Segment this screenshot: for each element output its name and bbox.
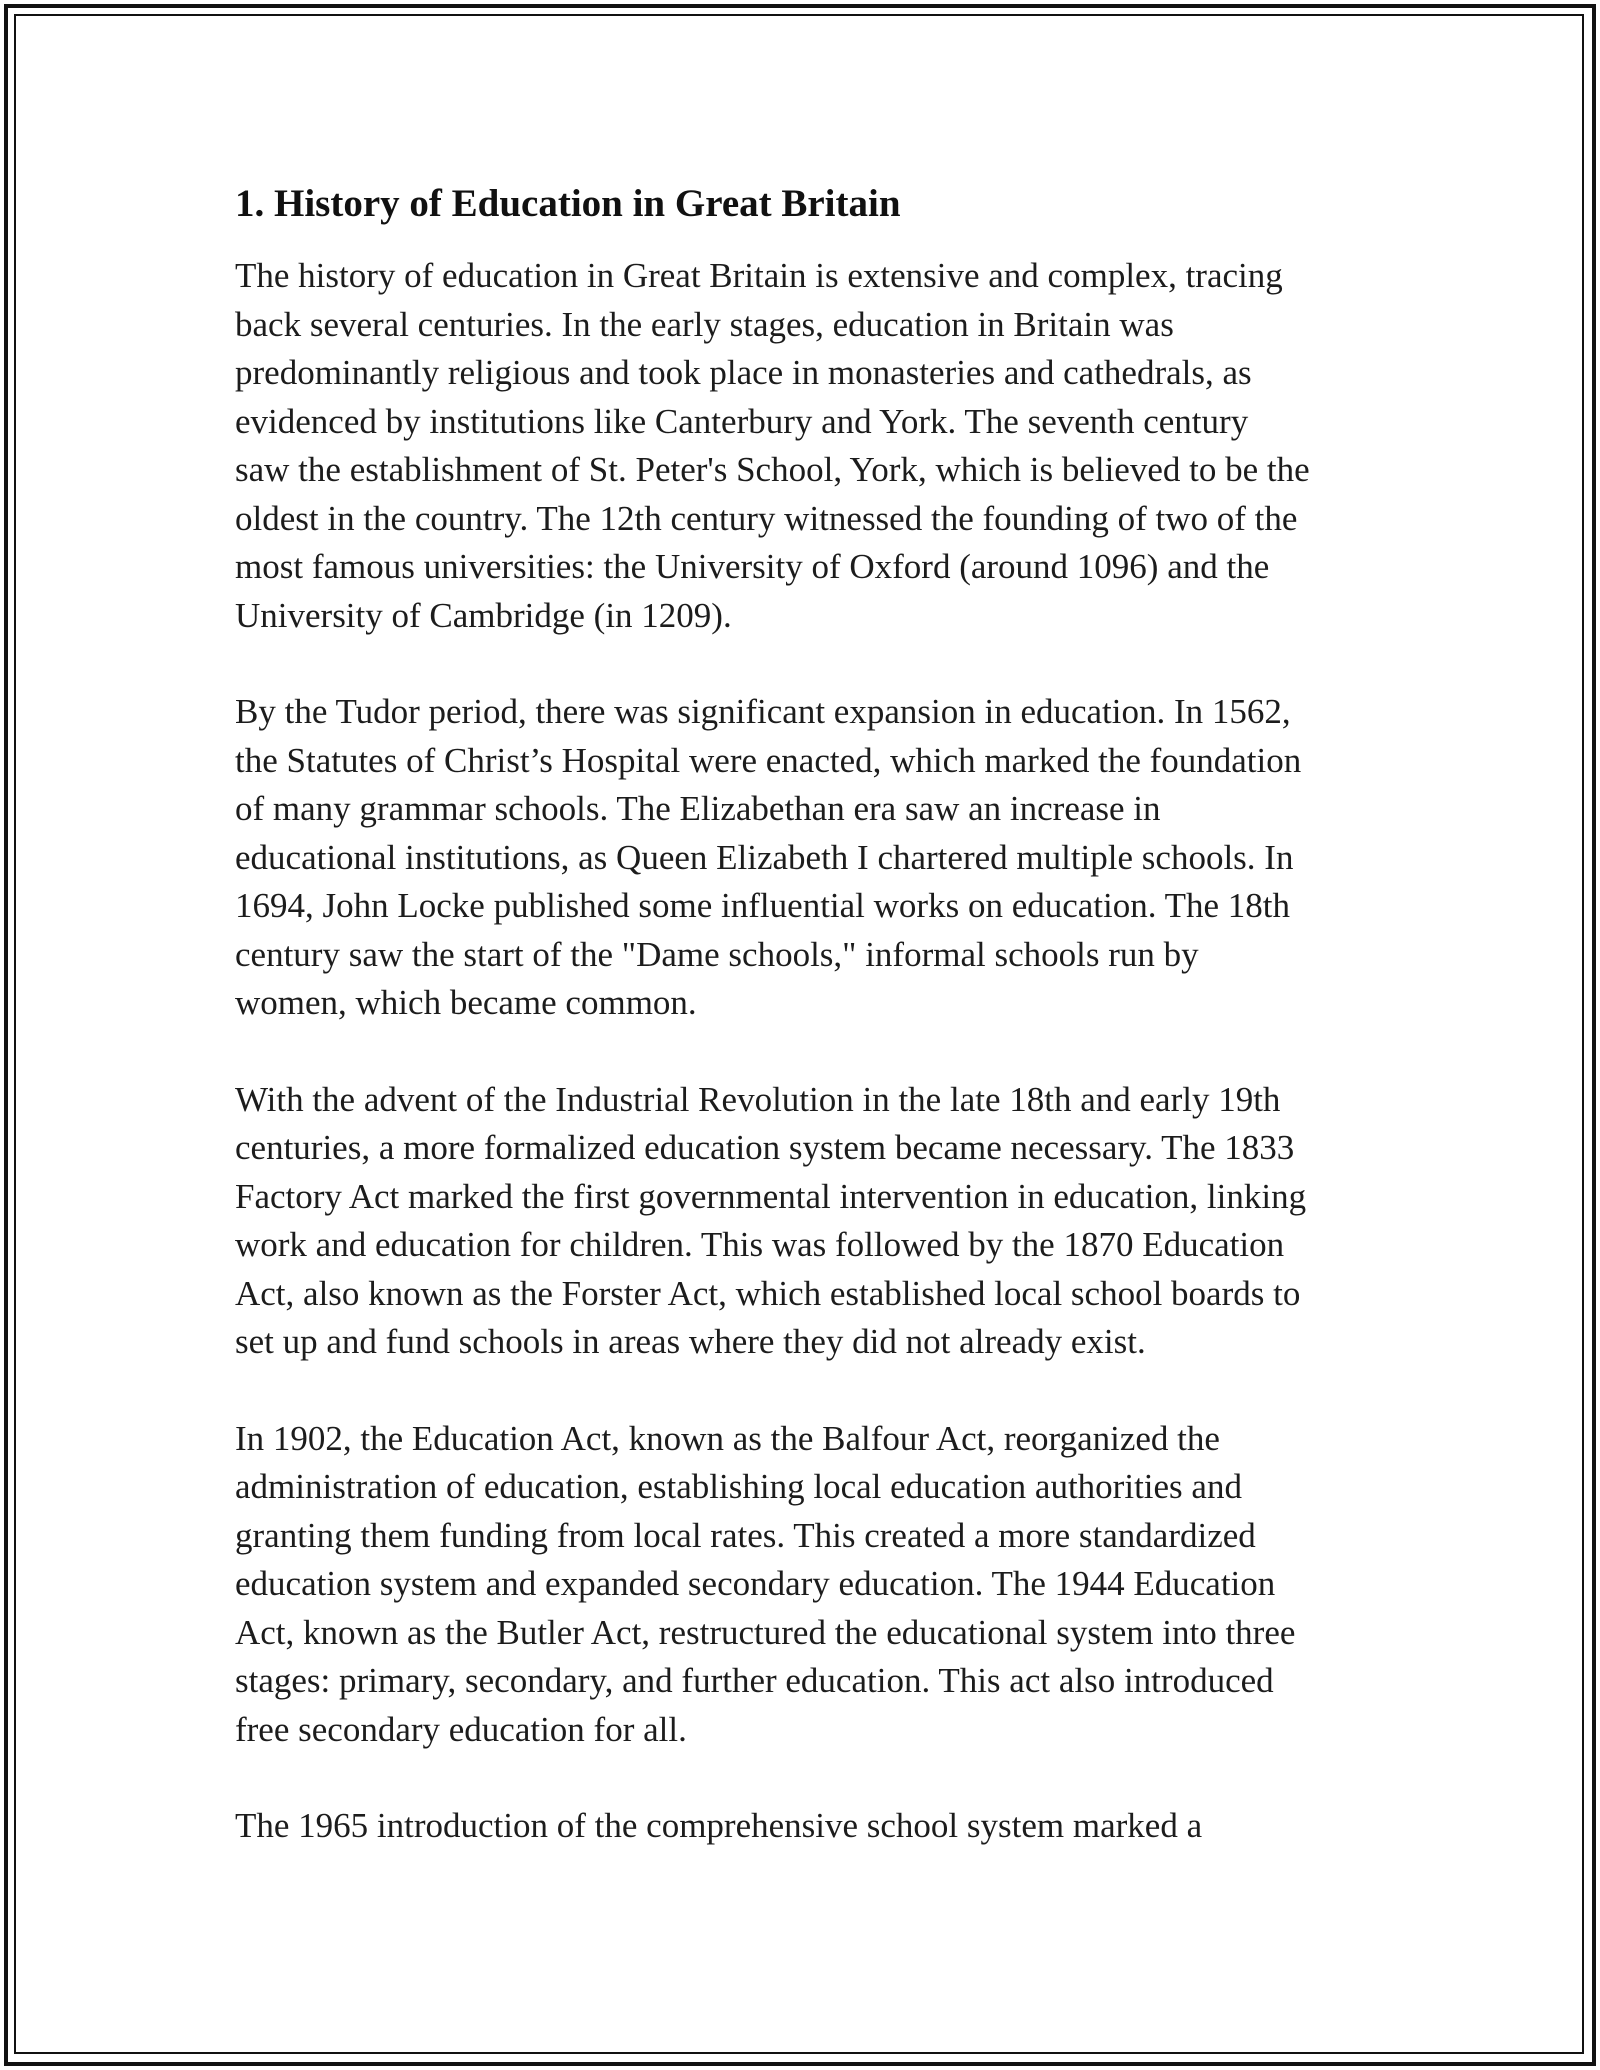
text-line: saw the establishment of St. Peter's School, York, which is believed to be the — [235, 450, 1310, 489]
text-line: Act, known as the Butler Act, restructured the educational system into three — [235, 1612, 1296, 1652]
text-line: most famous universities: the University of Oxford (around 1096) and the — [235, 547, 1270, 586]
text-line: administration of education, establishing local education authorities and — [235, 1467, 1242, 1506]
text-line: women, which became common. — [235, 983, 697, 1022]
text-line: University of Cambridge (in 1209). — [235, 595, 732, 635]
text-line: Factory Act marked the first governmental intervention in education, linking — [235, 1176, 1307, 1216]
text-line: stages: primary, secondary, and further education. This act also introduced — [235, 1661, 1274, 1700]
text-line: predominantly religious and took place in monasteries and cathedrals, as — [235, 353, 1252, 392]
paragraph-industrial-revolution — [235, 1076, 1380, 1367]
text-line: centuries, a more formalized education system became necessary. The 1833 — [235, 1128, 1295, 1167]
text-line: granting them funding from local rates. This created a more standardized — [235, 1515, 1256, 1555]
text-line: With the advent of the Industrial Revolution in the late 18th and early 19th — [235, 1079, 1281, 1119]
text-line: free secondary education for all. — [235, 1709, 687, 1749]
section-heading: 1. History of Education in Great Britain — [235, 182, 901, 225]
text-line: of many grammar schools. The Elizabethan era saw an increase in — [235, 789, 1161, 828]
text-line: oldest in the country. The 12th century witnessed the founding of two of the — [235, 498, 1298, 538]
text-line: In 1902, the Education Act, known as the Balfour Act, reorganized the — [235, 1418, 1220, 1458]
paragraph-comprehensive-schools — [235, 1802, 1380, 1851]
text-line: 1694, John Locke published some influential works on education. The 18th — [235, 886, 1291, 925]
paragraph-early-history — [235, 252, 1380, 640]
text-line: The 1965 introduction of the comprehensive school system marked a — [235, 1806, 1203, 1845]
text-line: By the Tudor period, there was significant expansion in education. In 1562, — [235, 692, 1291, 731]
document-body — [235, 180, 1380, 1899]
text-line: The history of education in Great Britain is extensive and complex, tracing — [235, 256, 1283, 295]
text-line: education system and expanded secondary education. The 1944 Education — [235, 1564, 1276, 1603]
paragraph-twentieth-century — [235, 1415, 1380, 1755]
text-line: work and education for children. This was followed by the 1870 Education — [235, 1225, 1285, 1264]
text-line: the Statutes of Christ’s Hospital were enacted, which marked the foundation — [235, 740, 1302, 780]
text-line: educational institutions, as Queen Elizabeth I chartered multiple schools. In — [235, 837, 1294, 877]
paragraph-tudor-period — [235, 688, 1380, 1028]
text-line: Act, also known as the Forster Act, which established local school boards to — [235, 1273, 1301, 1313]
text-line: century saw the start of the "Dame schools," informal schools run by — [235, 934, 1199, 974]
text-line: back several centuries. In the early stages, education in Britain was — [235, 304, 1174, 344]
text-line: set up and fund schools in areas where they did not already exist. — [235, 1322, 1146, 1361]
text-line: evidenced by institutions like Canterbury and York. The seventh century — [235, 401, 1249, 441]
